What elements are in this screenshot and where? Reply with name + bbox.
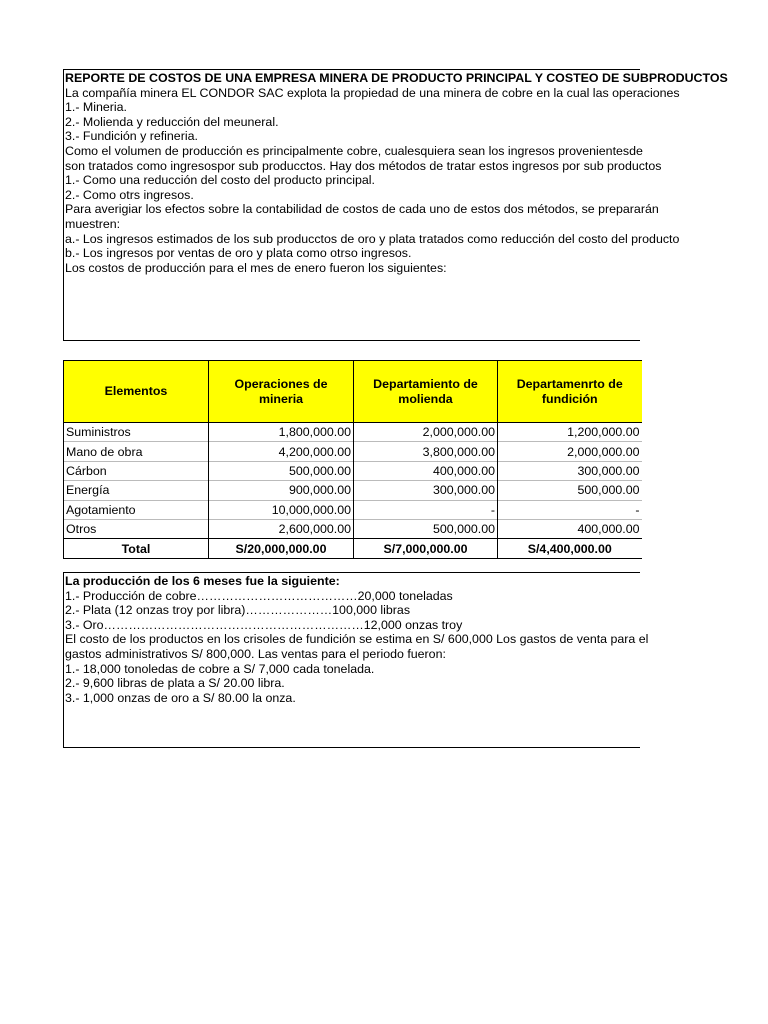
cell-fundicion: 400,000.00 (498, 519, 642, 538)
total-row (64, 539, 642, 558)
intro-line: 1.- Mineria. (65, 100, 127, 115)
production-line: 2.- Plata (12 onzas troy por libra)…………………100,000 libras (65, 603, 411, 618)
intro-line: 2.- Como otrs ingresos. (65, 187, 194, 202)
cell-molienda: 500,000.00 (354, 519, 498, 538)
intro-line: son tratados como ingresospor sub producctos. Hay dos métodos de tratar estos ingresos por sub productos (65, 158, 662, 173)
total-label: Total (64, 539, 209, 558)
table-row (64, 481, 642, 500)
cell-fundicion: 2,000,000.00 (498, 442, 642, 461)
row-label: Cárbon (64, 461, 209, 480)
cell-fundicion: 1,200,000.00 (498, 423, 642, 442)
intro-line: La compañía minera EL CONDOR SAC explota la propiedad de una minera de cobre en la cual las operaciones (65, 85, 680, 100)
production-line: El costo de los productos en los crisoles de fundición se estima en S/ 600,000 Los gastos de venta para el (65, 632, 649, 647)
total-mineria: S/20,000,000.00 (209, 539, 354, 558)
intro-line: 2.- Molienda y reducción del meuneral. (65, 114, 279, 129)
production-text-box (63, 572, 649, 748)
cell-molienda: - (354, 500, 498, 519)
intro-line: 1.- Como una reducción del costo del producto principal. (65, 173, 375, 188)
header-molienda: Departamiento de molienda (354, 361, 498, 423)
table-row (64, 423, 642, 442)
production-line: 2.- 9,600 libras de plata a S/ 20.00 libra. (65, 676, 285, 691)
cell-molienda: 2,000,000.00 (354, 423, 498, 442)
header-mineria: Operaciones de mineria (209, 361, 354, 423)
table-row (64, 500, 642, 519)
production-line: 1.- Producción de cobre…………………………………20,000 toneladas (65, 588, 453, 603)
intro-line: Como el volumen de producción es principalmente cobre, cualesquiera sean los ingresos provenientesde (65, 143, 643, 158)
row-label: Energía (64, 481, 209, 500)
cell-mineria: 2,600,000.00 (209, 519, 354, 538)
production-line: 3.- Oro………………………………………………………12,000 onzas troy (65, 617, 463, 632)
row-label: Agotamiento (64, 500, 209, 519)
costs-table (63, 360, 642, 559)
cell-mineria: 900,000.00 (209, 481, 354, 500)
table-row (64, 461, 642, 480)
table-header-row (64, 361, 642, 423)
intro-line: b.- Los ingresos por ventas de oro y plata como otrso ingresos. (65, 246, 412, 261)
table-row (64, 519, 642, 538)
cell-molienda: 300,000.00 (354, 481, 498, 500)
cell-mineria: 4,200,000.00 (209, 442, 354, 461)
intro-line: Los costos de producción para el mes de enero fueron los siguientes: (65, 260, 447, 275)
intro-line: Para averigiar los efectos sobre la contabilidad de costos de cada uno de estos dos métodos, se prepararán (65, 202, 659, 217)
table-row (64, 442, 642, 461)
row-label: Mano de obra (64, 442, 209, 461)
production-line: gastos administrativos S/ 800,000. Las ventas para el periodo fueron: (65, 646, 446, 661)
report-title: REPORTE DE COSTOS DE UNA EMPRESA MINERA DE PRODUCTO PRINCIPAL Y COSTEO DE SUBPRODUCTOS (65, 71, 728, 85)
cell-molienda: 3,800,000.00 (354, 442, 498, 461)
cell-fundicion: 500,000.00 (498, 481, 642, 500)
production-line: 1.- 18,000 tonoledas de cobre a S/ 7,000 cada tonelada. (65, 661, 375, 676)
row-label: Suministros (64, 423, 209, 442)
cell-fundicion: 300,000.00 (498, 461, 642, 480)
production-heading: La producción de los 6 meses fue la siguiente: (65, 574, 340, 588)
cell-molienda: 400,000.00 (354, 461, 498, 480)
row-label: Otros (64, 519, 209, 538)
intro-line: 3.- Fundición y refineria. (65, 129, 198, 144)
cell-mineria: 500,000.00 (209, 461, 354, 480)
total-fundicion: S/4,400,000.00 (498, 539, 642, 558)
cell-mineria: 10,000,000.00 (209, 500, 354, 519)
cell-fundicion: - (498, 500, 642, 519)
intro-line: a.- Los ingresos estimados de los sub producctos de oro y plata tratados como reducción del costo del producto (65, 231, 680, 246)
total-molienda: S/7,000,000.00 (354, 539, 498, 558)
intro-line: muestren: (65, 216, 121, 231)
cell-mineria: 1,800,000.00 (209, 423, 354, 442)
production-line: 3.- 1,000 onzas de oro a S/ 80.00 la onza. (65, 690, 296, 705)
intro-text-box (63, 69, 728, 341)
header-elementos: Elementos (64, 361, 209, 423)
header-fundicion: Departamenrto de fundición (498, 361, 642, 423)
